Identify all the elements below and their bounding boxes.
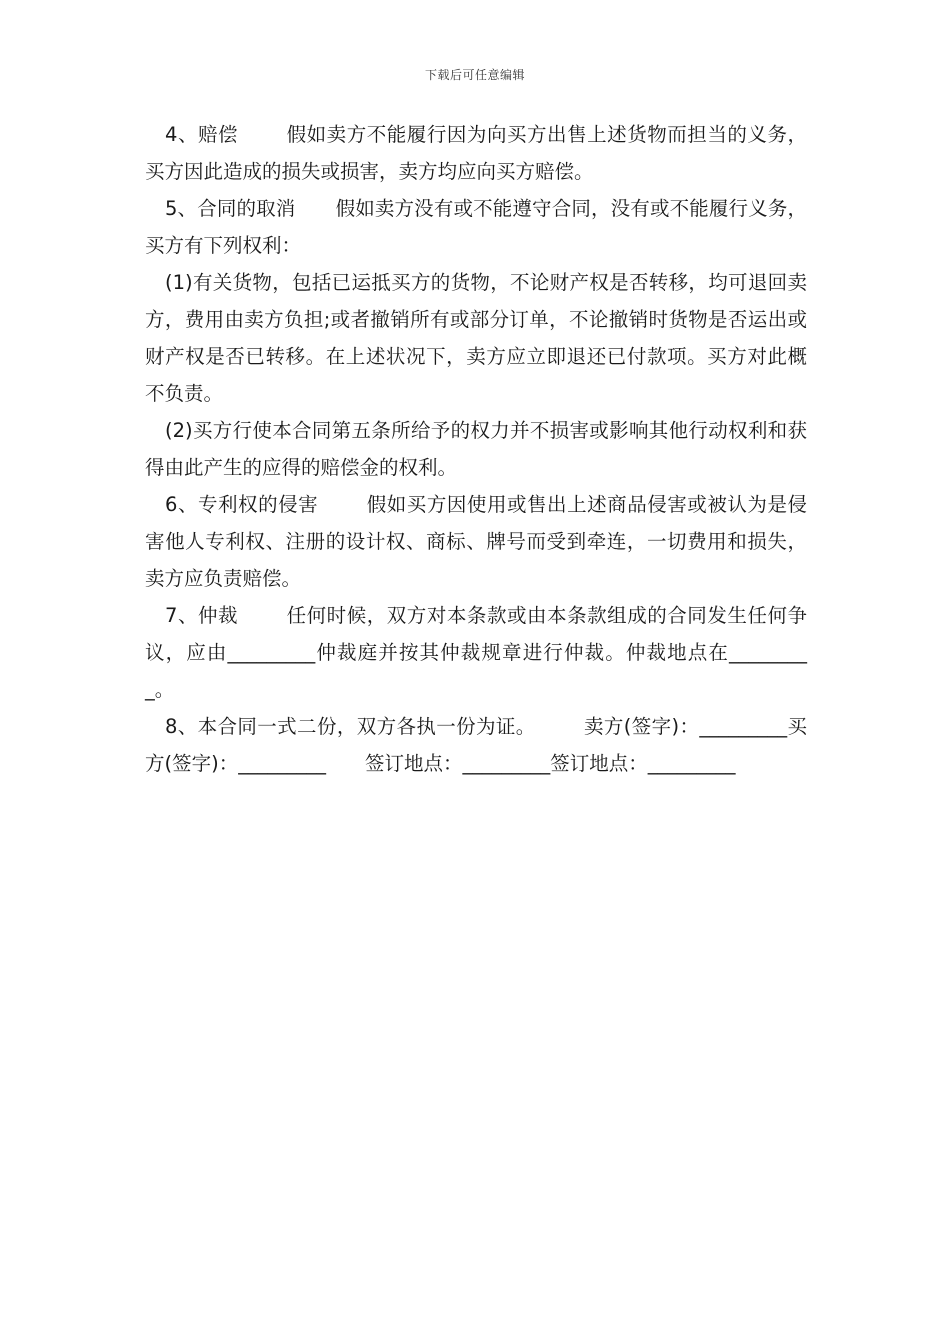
- clause-4-text: 假如卖方不能履行因为向买方出售上述货物而担当的义务，买方因此造成的损失或损害，卖方均应向买方赔偿。: [145, 123, 807, 183]
- clause-5-item-1: [145, 264, 807, 412]
- page-header-note: 下载后可任意编辑: [424, 68, 525, 82]
- clause-6: [145, 486, 807, 597]
- clause-5: [145, 190, 807, 264]
- clause-7-text: 任何时候，双方对本条款或由本条款组成的合同发生任何争议，应由_________仲裁庭并按其仲裁规章进行仲裁。仲裁地点在_________。: [145, 604, 807, 701]
- clause-7-heading: 7、仲裁: [165, 604, 239, 627]
- clause-6-heading: 6、专利权的侵害: [165, 493, 319, 516]
- clause-4: [145, 116, 807, 190]
- clause-7: [145, 597, 807, 708]
- clause-8: [145, 708, 807, 782]
- clause-6-text: 假如买方因使用或售出上述商品侵害或被认为是侵害他人专利权、注册的设计权、商标、牌号而受到牵连，一切费用和损失，卖方应负责赔偿。: [145, 493, 807, 590]
- document-body: [145, 116, 807, 782]
- clause-5-item-2-text: (2)买方行使本合同第五条所给予的权力并不损害或影响其他行动权利和获得由此产生的应得的赔偿金的权利。: [145, 419, 807, 479]
- clause-8-heading: 8、本合同一式二份，双方各执一份为证。: [165, 715, 536, 738]
- clause-5-item-1-text: (1)有关货物，包括已运抵买方的货物，不论财产权是否转移，均可退回卖方，费用由卖方负担;或者撤销所有或部分订单，不论撤销时货物是否运出或财产权是否已转移。在上述状况下，卖方应立即退还已付款项。买方对此概不负责。: [145, 271, 807, 405]
- clause-8-signatures: 卖方(签字)：_________买方(签字)：_________ 签订地点：_________签订地点：_________: [145, 715, 807, 775]
- clause-5-text: 假如卖方没有或不能遵守合同，没有或不能履行义务，买方有下列权利：: [145, 197, 807, 257]
- clause-5-item-2: [145, 412, 807, 486]
- clause-5-heading: 5、合同的取消: [165, 197, 296, 220]
- clause-4-heading: 4、赔偿: [165, 123, 239, 146]
